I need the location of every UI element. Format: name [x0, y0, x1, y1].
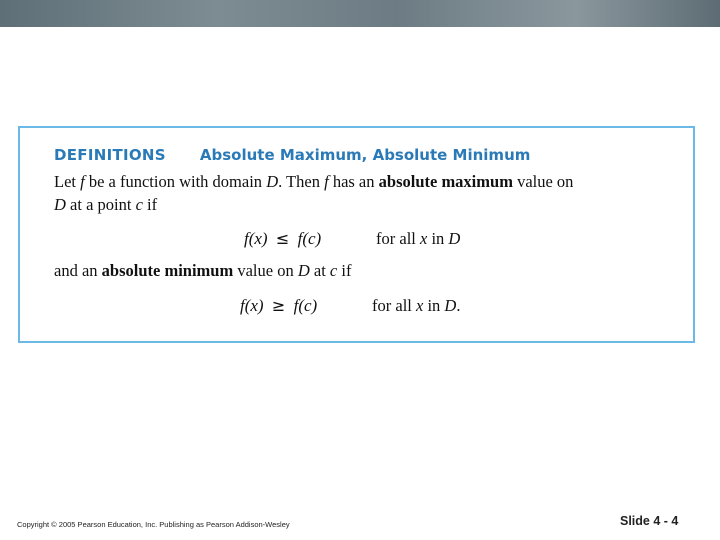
math-variable: D: [448, 229, 461, 248]
slide-number: Slide 4 - 4: [620, 514, 679, 528]
relation-symbol: ≤: [275, 229, 290, 248]
text-segment: be a function with domain: [84, 172, 267, 191]
math-expression: f(x): [240, 296, 264, 315]
minimum-condition: [372, 296, 460, 316]
maximum-condition: [376, 229, 460, 249]
text-segment: has an: [328, 172, 379, 191]
definition-title: Absolute Maximum, Absolute Minimum: [199, 146, 531, 164]
text-segment: at: [309, 261, 330, 280]
definition-header: [54, 146, 530, 164]
math-variable: f: [324, 172, 329, 191]
text-segment: value on: [512, 172, 574, 191]
math-variable: c: [135, 195, 143, 214]
math-expression: f(c): [297, 229, 322, 248]
text-segment: in: [423, 296, 445, 315]
text-segment: for all: [372, 296, 416, 315]
emphasis-term: absolute minimum: [101, 261, 234, 280]
text-segment: .: [456, 296, 461, 315]
relation-symbol: ≥: [271, 296, 286, 315]
text-segment: value on: [233, 261, 298, 280]
math-variable: D: [54, 195, 66, 214]
text-segment: . Then: [278, 172, 325, 191]
text-segment: at a point: [65, 195, 136, 214]
math-expression: f(c): [293, 296, 318, 315]
minimum-inequality: [240, 296, 317, 316]
definition-box: [18, 126, 695, 343]
definition-keyword: DEFINITIONS: [54, 146, 166, 164]
math-variable: f: [80, 172, 85, 191]
copyright-notice: Copyright © 2005 Pearson Education, Inc. Publishing as Pearson Addison-Wesley: [17, 520, 290, 529]
definition-line-2: [54, 195, 157, 215]
math-variable: D: [444, 296, 457, 315]
text-segment: and an: [54, 261, 102, 280]
math-variable: x: [419, 229, 428, 248]
text-segment: in: [427, 229, 449, 248]
text-segment: Let: [54, 172, 81, 191]
math-expression: f(x): [244, 229, 268, 248]
math-variable: c: [329, 261, 338, 280]
definition-line-1: [54, 172, 573, 192]
math-variable: D: [266, 172, 279, 191]
maximum-inequality: [244, 229, 321, 249]
definition-line-3: [54, 261, 351, 281]
text-segment: for all: [376, 229, 420, 248]
math-variable: x: [415, 296, 424, 315]
emphasis-term: absolute maximum: [378, 172, 513, 191]
text-segment: if: [142, 195, 158, 214]
math-variable: D: [297, 261, 310, 280]
top-banner: [0, 0, 720, 27]
text-segment: if: [337, 261, 352, 280]
